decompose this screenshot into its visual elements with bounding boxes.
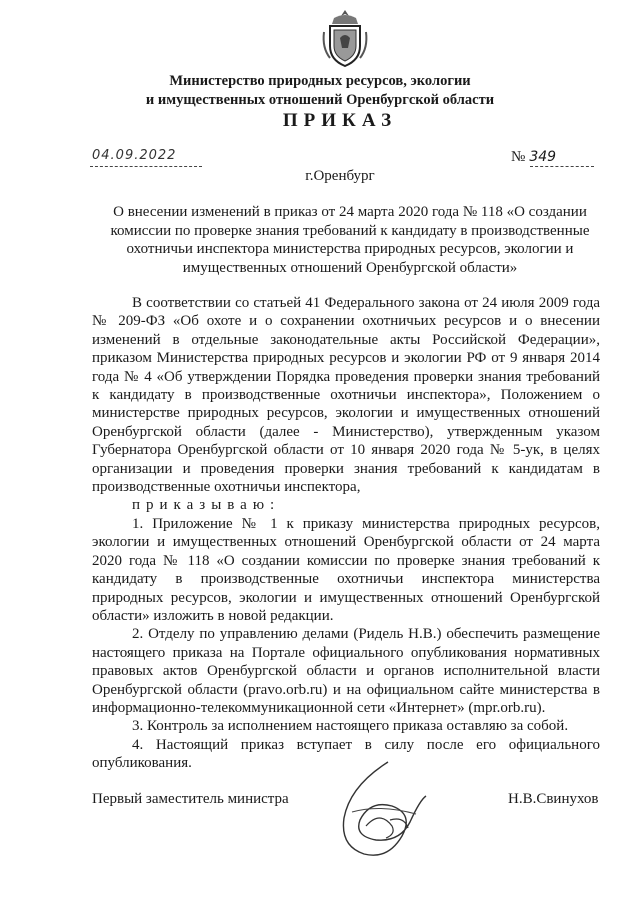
order-item-2: 2. Отделу по управлению делами (Ридель Н.В.) обеспечить размещение настоящего приказа на Портале официального опубликования нормативных правовых актов Оренбургской области и органов исполнительной власти Оренбургской области (pravo.orb.ru) и на официальном сайте министерства в информационно-телекоммуникационной сети «Интернет» (mpr.orb.ru). — [92, 626, 600, 716]
number-label: № — [511, 149, 526, 165]
coat-of-arms-icon — [320, 8, 370, 68]
order-item-3: 3. Контроль за исполнением настоящего приказа оставляю за собой. — [132, 718, 569, 735]
order-word: приказываю: — [132, 497, 281, 514]
city: г.Оренбург — [305, 168, 375, 184]
preamble-paragraph: В соответствии со статьей 41 Федерального закона от 24 июля 2009 года № 209-ФЗ «Об охоте и о сохранении охотничьих ресурсов и о внесении изменений в отдельные законодательные акты Российской Федерации», приказом Министерства природных ресурсов и экологии РФ от 9 января 2014 года № 4 «Об утверждении Порядка проведения проверки знания требований к кандидату в производственные охотничьи инспектора», Положением о министерстве природных ресурсов, экологии и имущественных отношений Оренбургской области (далее - Министерство), утвержденным указом Губернатора Оренбургской области от 10 января 2020 года № 5-ук, в целях организации и проведения проверки знания требований к кандидатам в производственные охотничьи инспектора, — [92, 295, 600, 496]
order-body — [92, 294, 600, 773]
number-underline — [530, 166, 594, 167]
date-underline — [90, 166, 202, 167]
signatory-name: Н.В.Свинухов — [508, 791, 599, 807]
signatory-role: Первый заместитель министра — [92, 791, 289, 807]
order-number — [511, 149, 556, 166]
ministry-name-line1: Министерство природных ресурсов, экологии — [169, 73, 471, 89]
document-type-heading: ПРИКАЗ — [282, 110, 398, 131]
order-title: О внесении изменений в приказ от 24 марта 2020 года № 118 «О создании комиссии по проверке знания требований к кандидату в производственные охотничьи инспектора министерства природных ресурсов, экологии и имущественных отношений Оренбургской области» — [110, 204, 590, 276]
order-item-1: 1. Приложение № 1 к приказу министерства природных ресурсов, экологии и имущественных отношений Оренбургской области от 24 марта 2020 года № 118 «О создании комиссии по проверке знания требований к кандидату в производственные охотничьи инспектора министерства природных ресурсов, экологии и имущественных отношений Оренбургской области» изложить в новой редакции. — [92, 515, 600, 624]
order-date: 04.09.2022 — [92, 148, 177, 163]
order-item-4: 4. Настоящий приказ вступает в силу после его официального опубликования. — [92, 736, 600, 772]
handwritten-signature-icon — [330, 756, 440, 864]
number-value: 349 — [529, 149, 557, 165]
ministry-name-line2: и имущественных отношений Оренбургской области — [145, 92, 495, 108]
